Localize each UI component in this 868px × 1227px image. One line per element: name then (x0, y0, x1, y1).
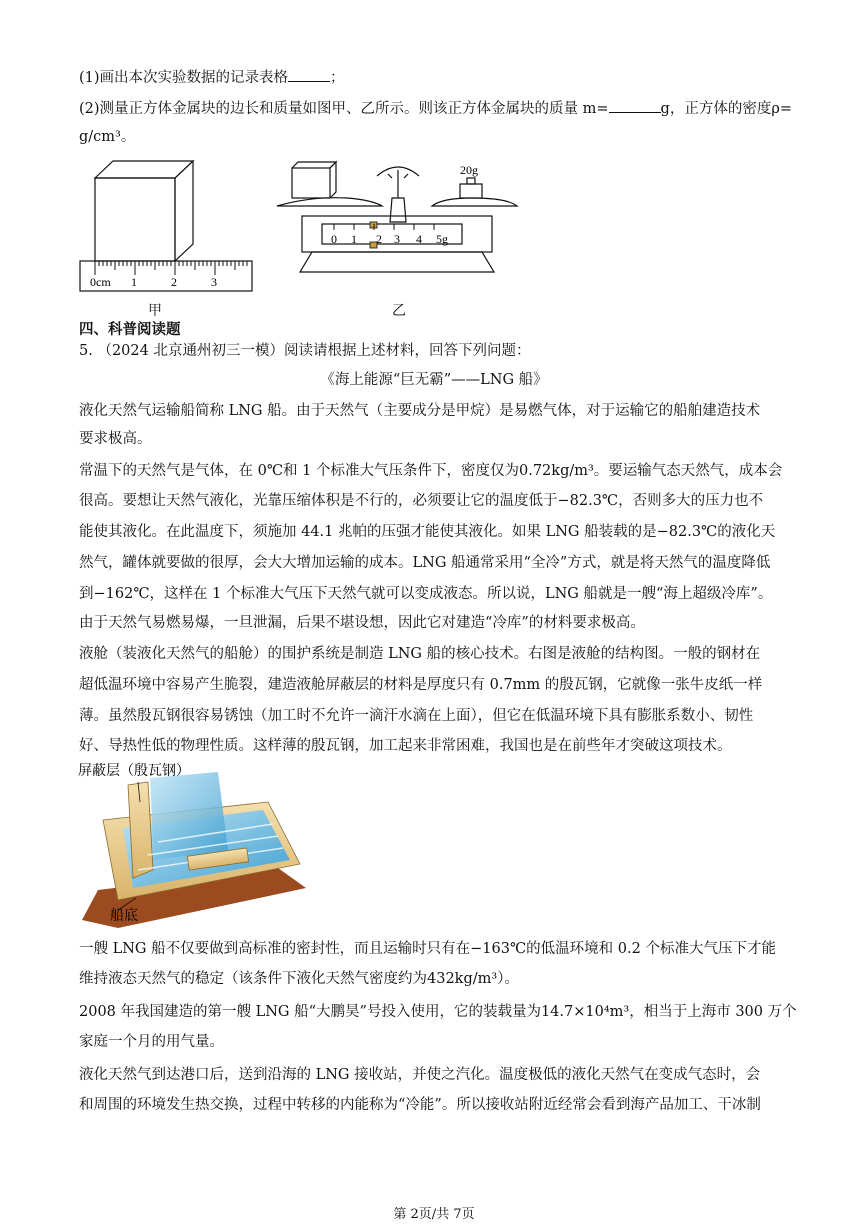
answer-blank-mass[interactable] (609, 98, 661, 113)
weight-label: 20g (460, 163, 478, 177)
scale-label-3: 3 (394, 232, 400, 246)
question-1-suffix: ； (330, 70, 345, 86)
article-p2-line-4: 然气，罐体就要做的很厚，会大大增加运输的成本。LNG 船通常采用“全冷”方式，就是将天然气的温度降低 (79, 555, 771, 571)
metal-cube (292, 168, 330, 198)
scale-label-1: 1 (351, 232, 357, 246)
article-p3-line-2: 超低温环境中容易产生脆裂，建造液舱屏蔽层的材料是厚度只有 0.7mm 的殷瓦钢，它就像一张牛皮纸一样 (79, 677, 763, 693)
section-heading: 四、科普阅读题 (79, 321, 181, 338)
right-pan (432, 198, 517, 206)
ruler-label-1: 1 (131, 275, 137, 289)
article-p5-line-1: 2008 年我国建造的第一艘 LNG 船“大鹏昊”号投入使用，它的装载量为14.7×10⁴m³，相当于上海市 300 万个 (79, 1004, 797, 1020)
figure-balance (272, 160, 522, 280)
page-footer: 第 2页/共 7页 (393, 1207, 475, 1222)
tank-structure-figure (78, 760, 308, 928)
scale-label-0: 0 (331, 232, 337, 246)
cube-side-face (175, 161, 193, 261)
figure-cube-ruler (78, 158, 258, 298)
cube-front-face (95, 178, 175, 261)
tank-label-bottom: 船底 (110, 909, 138, 924)
article-p6-line-1: 液化天然气到达港口后，送到沿海的 LNG 接收站，并使之汽化。温度极低的液化天然气在变成气态时，会 (79, 1067, 761, 1083)
metal-cube-top (292, 162, 336, 168)
article-p2-line-3: 能使其液化。在此温度下，须施加 44.1 兆帕的压强才能使其液化。如果 LNG 船装载的是−82.3℃的液化天 (79, 524, 776, 540)
ruler-label-0: 0cm (90, 275, 111, 289)
article-p1-line-1: 液化天然气运输船简称 LNG 船。由于天然气（主要成分是甲烷）是易燃气体，对于运输它的船舶建造技术 (79, 403, 761, 419)
wall-membrane (150, 772, 228, 860)
ruler-label-2: 2 (171, 275, 177, 289)
question-5-intro: 5. （2024 北京通州初三一模）阅读请根据上述材料，回答下列问题： (79, 343, 531, 359)
article-p3-line-4: 好、导热性低的物理性质。这样薄的殷瓦钢，加工起来非常困难，我国也是在前些年才突破这项技术。 (79, 738, 732, 754)
figure-yi-caption: 乙 (392, 303, 406, 319)
article-p2-line-1: 常温下的天然气是气体，在 0℃和 1 个标准大气压条件下，密度仅为0.72kg/m³。要运输气态天然气，成本会 (79, 463, 783, 479)
ruler-label-3: 3 (211, 275, 217, 289)
article-p6-line-2: 和周围的环境发生热交换，过程中转移的内能称为“冷能”。所以接收站附近经常会看到海产品加工、干冰制 (79, 1097, 761, 1113)
answer-blank-1[interactable] (288, 67, 330, 82)
article-p3-line-3: 薄。虽然殷瓦钢很容易锈蚀（加工时不允许一滴汗水滴在上面），但它在低温环境下具有膨胀系数小、韧性 (79, 708, 754, 724)
question-2-line-1 (79, 98, 792, 118)
article-p5-line-2: 家庭一个月的用气量。 (79, 1034, 224, 1050)
article-p4-line-1: 一艘 LNG 船不仅要做到高标准的密封性，而且运输时只有在−163℃的低温环境和 0.2 个标准大气压下才能 (79, 941, 776, 957)
left-pan (277, 198, 382, 206)
article-p3-line-1: 液舱（装液化天然气的船舱）的围护系统是制造 LNG 船的核心技术。右图是液舱的结构图。一般的钢材在 (79, 646, 761, 662)
article-p2-line-6: 由于天然气易燃易爆，一旦泄漏，后果不堪设想，因此它对建造“冷库”的材料要求极高。 (79, 615, 645, 631)
article-p2-line-5: 到−162℃，这样在 1 个标准大气压下天然气就可以变成液态。所以说，LNG 船就是一艘“海上超级冷库”。 (79, 586, 773, 602)
figure-jia-caption: 甲 (148, 303, 162, 319)
question-1-text: (1)画出本次实验数据的记录表格 (79, 70, 289, 86)
article-p2-line-2: 很高。要想让天然气液化，光靠压缩体积是不行的，必须要让它的温度低于−82.3℃，否则多大的压力也不 (79, 493, 764, 509)
question-1 (79, 67, 345, 87)
article-p1-line-2: 要求极高。 (79, 431, 152, 447)
question-2-line-2: g/cm³。 (79, 129, 136, 145)
balance-base (300, 252, 494, 272)
scale-label-4: 4 (416, 232, 422, 246)
weight-20g (460, 184, 482, 198)
scale-label-5g: 5g (436, 232, 448, 246)
scale-label-2: 2 (376, 232, 382, 246)
article-title: 《海上能源“巨无霸”——LNG 船》 (320, 372, 548, 388)
ruler-ticks (95, 261, 247, 275)
tank-label-shield: 屏蔽层（殷瓦钢） (78, 764, 190, 779)
question-2-mid: g，正方体的密度ρ= (660, 101, 793, 117)
question-2-text: (2)测量正方体金属块的边长和质量如图甲、乙所示。则该正方体金属块的质量 m= (79, 101, 609, 117)
article-p4-line-2: 维持液态天然气的稳定（该条件下液化天然气密度约为432kg/m³）。 (79, 971, 519, 987)
balance-scale-ticks (334, 224, 434, 230)
